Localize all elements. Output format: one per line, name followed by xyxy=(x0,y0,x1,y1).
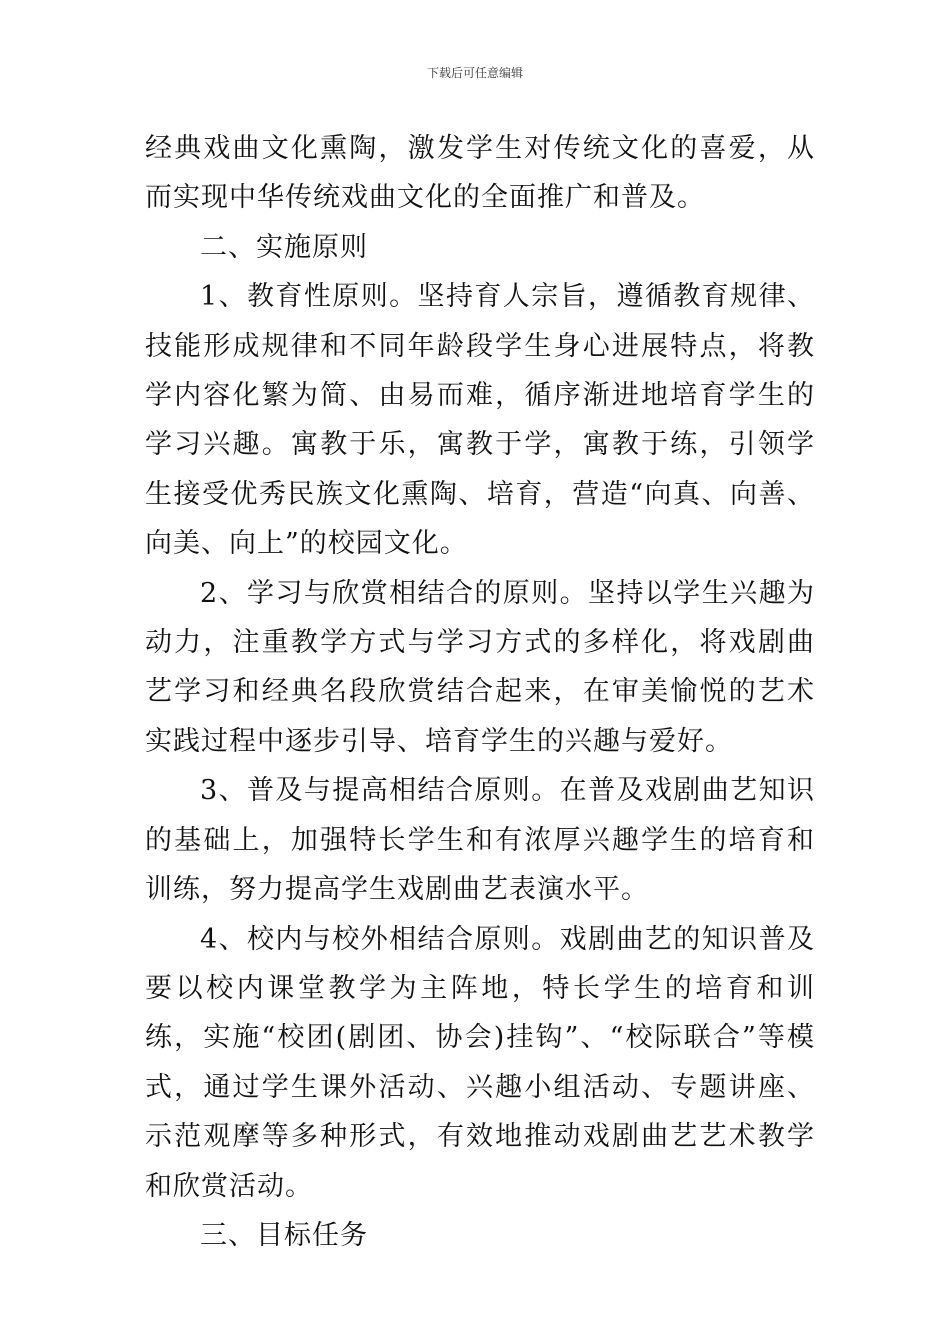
section-heading-principles: 二、实施原则 xyxy=(200,231,368,263)
header-label: 下载后可任意编辑 xyxy=(426,66,523,80)
page-header xyxy=(0,64,950,81)
document-body xyxy=(145,124,815,1260)
section-heading-goals: 三、目标任务 xyxy=(200,1219,368,1251)
paragraph-principle-2: 2、学习与欣赏相结合的原则。坚持以学生兴趣为动力，注重教学方式与学习方式的多样化，将戏剧曲艺学习和经典名段欣赏结合起来，在审美愉悦的艺术实践过程中逐步引导、培育学生的兴趣与爱好。 xyxy=(145,577,815,757)
paragraph-principle-3: 3、普及与提高相结合原则。在普及戏剧曲艺知识的基础上，加强特长学生和有浓厚兴趣学生的培育和训练，努力提高学生戏剧曲艺表演水平。 xyxy=(145,775,815,906)
paragraph-principle-1: 1、教育性原则。坚持育人宗旨，遵循教育规律、技能形成规律和不同年龄段学生身心进展特点，将教学内容化繁为简、由易而难，循序渐进地培育学生的学习兴趣。寓教于乐，寓教于学，寓教于练，引领学生接受优秀民族文化熏陶、培育，营造“向真、向善、向美、向上”的校园文化。 xyxy=(145,281,815,560)
paragraph-principle-4: 4、校内与校外相结合原则。戏剧曲艺的知识普及要以校内课堂教学为主阵地，特长学生的培育和训练，实施“校团(剧团、协会)挂钩”、“校际联合”等模式，通过学生课外活动、兴趣小组活动、专题讲座、示范观摩等多种形式，有效地推动戏剧曲艺艺术教学和欣赏活动。 xyxy=(145,923,815,1202)
paragraph-intro-continuation: 经典戏曲文化熏陶，激发学生对传统文化的喜爱，从而实现中华传统戏曲文化的全面推广和普及。 xyxy=(145,133,815,214)
